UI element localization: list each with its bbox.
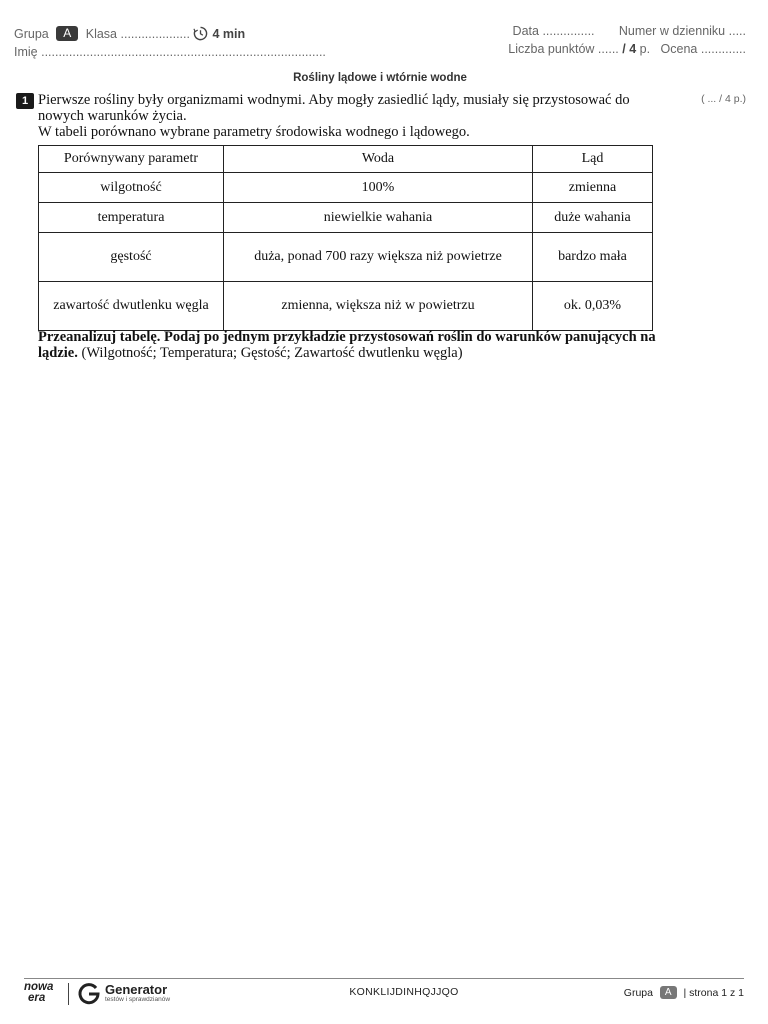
table-header-cell: Woda [224, 146, 533, 173]
table-cell: zawartość dwutlenku węgla [39, 282, 224, 331]
logo-line-1: nowa [24, 981, 54, 993]
footer-grupa-label: Grupa [623, 987, 653, 999]
page-title: Rośliny lądowe i wtórnie wodne [293, 72, 467, 84]
grupa-label: Grupa [14, 27, 49, 41]
table-header-cell: Ląd [533, 146, 653, 173]
generator-subtitle: testów i sprawdzianów [105, 996, 171, 1003]
ocena-label: Ocena [660, 42, 698, 56]
intro-paragraph-2: W tabeli porównano wybrane parametry środowiska wodnego i lądowego. [38, 124, 470, 140]
table-cell: niewielkie wahania [224, 203, 533, 233]
liczba-label: Liczba punktów [508, 42, 595, 56]
table-cell: temperatura [39, 203, 224, 233]
table-cell: 100% [224, 173, 533, 203]
generator-title: Generator [105, 982, 168, 997]
klasa-field[interactable]: .................... [120, 27, 190, 41]
table-cell: zmienna, większa niż w powietrzu [224, 282, 533, 331]
max-points-sep: / [622, 42, 626, 56]
klasa-label: Klasa [85, 27, 118, 41]
table-header-row [39, 146, 653, 173]
table-row [39, 282, 653, 331]
question-hint: (Wilgotność; Temperatura; Gęstość; Zawartość dwutlenku węgla) [81, 345, 463, 361]
footer-grupa-badge: A [660, 986, 677, 999]
intro-paragraph-1: Pierwsze rośliny były organizmami wodnymi. Aby mogły zasiedlić lądy, musiały się przystosować do nowych warunków życia. [38, 92, 630, 124]
logo-line-2: era [28, 992, 46, 1004]
ocena-field[interactable]: ............. [700, 42, 746, 56]
clock-icon [193, 26, 208, 44]
footer-divider [24, 978, 744, 979]
table-cell: zmienna [533, 173, 653, 203]
table-cell: duże wahania [533, 203, 653, 233]
data-field[interactable]: ............... [542, 24, 595, 38]
header-data [513, 24, 746, 38]
data-label: Data [512, 24, 539, 38]
question-instruction: Przeanalizuj tabelę. Podaj po jednym przykładzie przystosowań roślin do warunków panujących na lądzie. [38, 329, 656, 361]
numer-label: Numer w dzienniku [618, 24, 726, 38]
task-question [38, 329, 668, 361]
table-row [39, 233, 653, 282]
table-row [39, 203, 653, 233]
max-points: 4 [629, 42, 637, 56]
time-limit: 4 min [212, 27, 246, 41]
table-cell: ok. 0,03% [533, 282, 653, 331]
footer-page-number: | strona 1 z 1 [683, 987, 744, 999]
liczba-field[interactable]: ...... [597, 42, 619, 56]
imie-label: Imię [14, 45, 38, 59]
footer-page-info [624, 986, 744, 999]
table-row [39, 173, 653, 203]
max-points-unit: p. [639, 42, 651, 56]
table-cell: wilgotność [39, 173, 224, 203]
task-number-badge: 1 [16, 93, 34, 109]
header-punkty [508, 42, 746, 56]
header-grupa [14, 26, 245, 44]
numer-field[interactable]: ..... [728, 24, 746, 38]
comparison-table [38, 145, 653, 331]
header-imie [14, 45, 326, 59]
grupa-badge: A [56, 26, 78, 41]
table-header-cell: Porównywany parametr [39, 146, 224, 173]
table-cell: duża, ponad 700 razy większa niż powietrze [224, 233, 533, 282]
test-code: KONKLIJDINHQJJQO [349, 986, 459, 998]
table-cell: bardzo mała [533, 233, 653, 282]
imie-field[interactable]: .................................................................................. [41, 45, 326, 59]
task-intro [38, 92, 648, 140]
table-cell: gęstość [39, 233, 224, 282]
task-points: ( ... / 4 p.) [701, 93, 746, 105]
